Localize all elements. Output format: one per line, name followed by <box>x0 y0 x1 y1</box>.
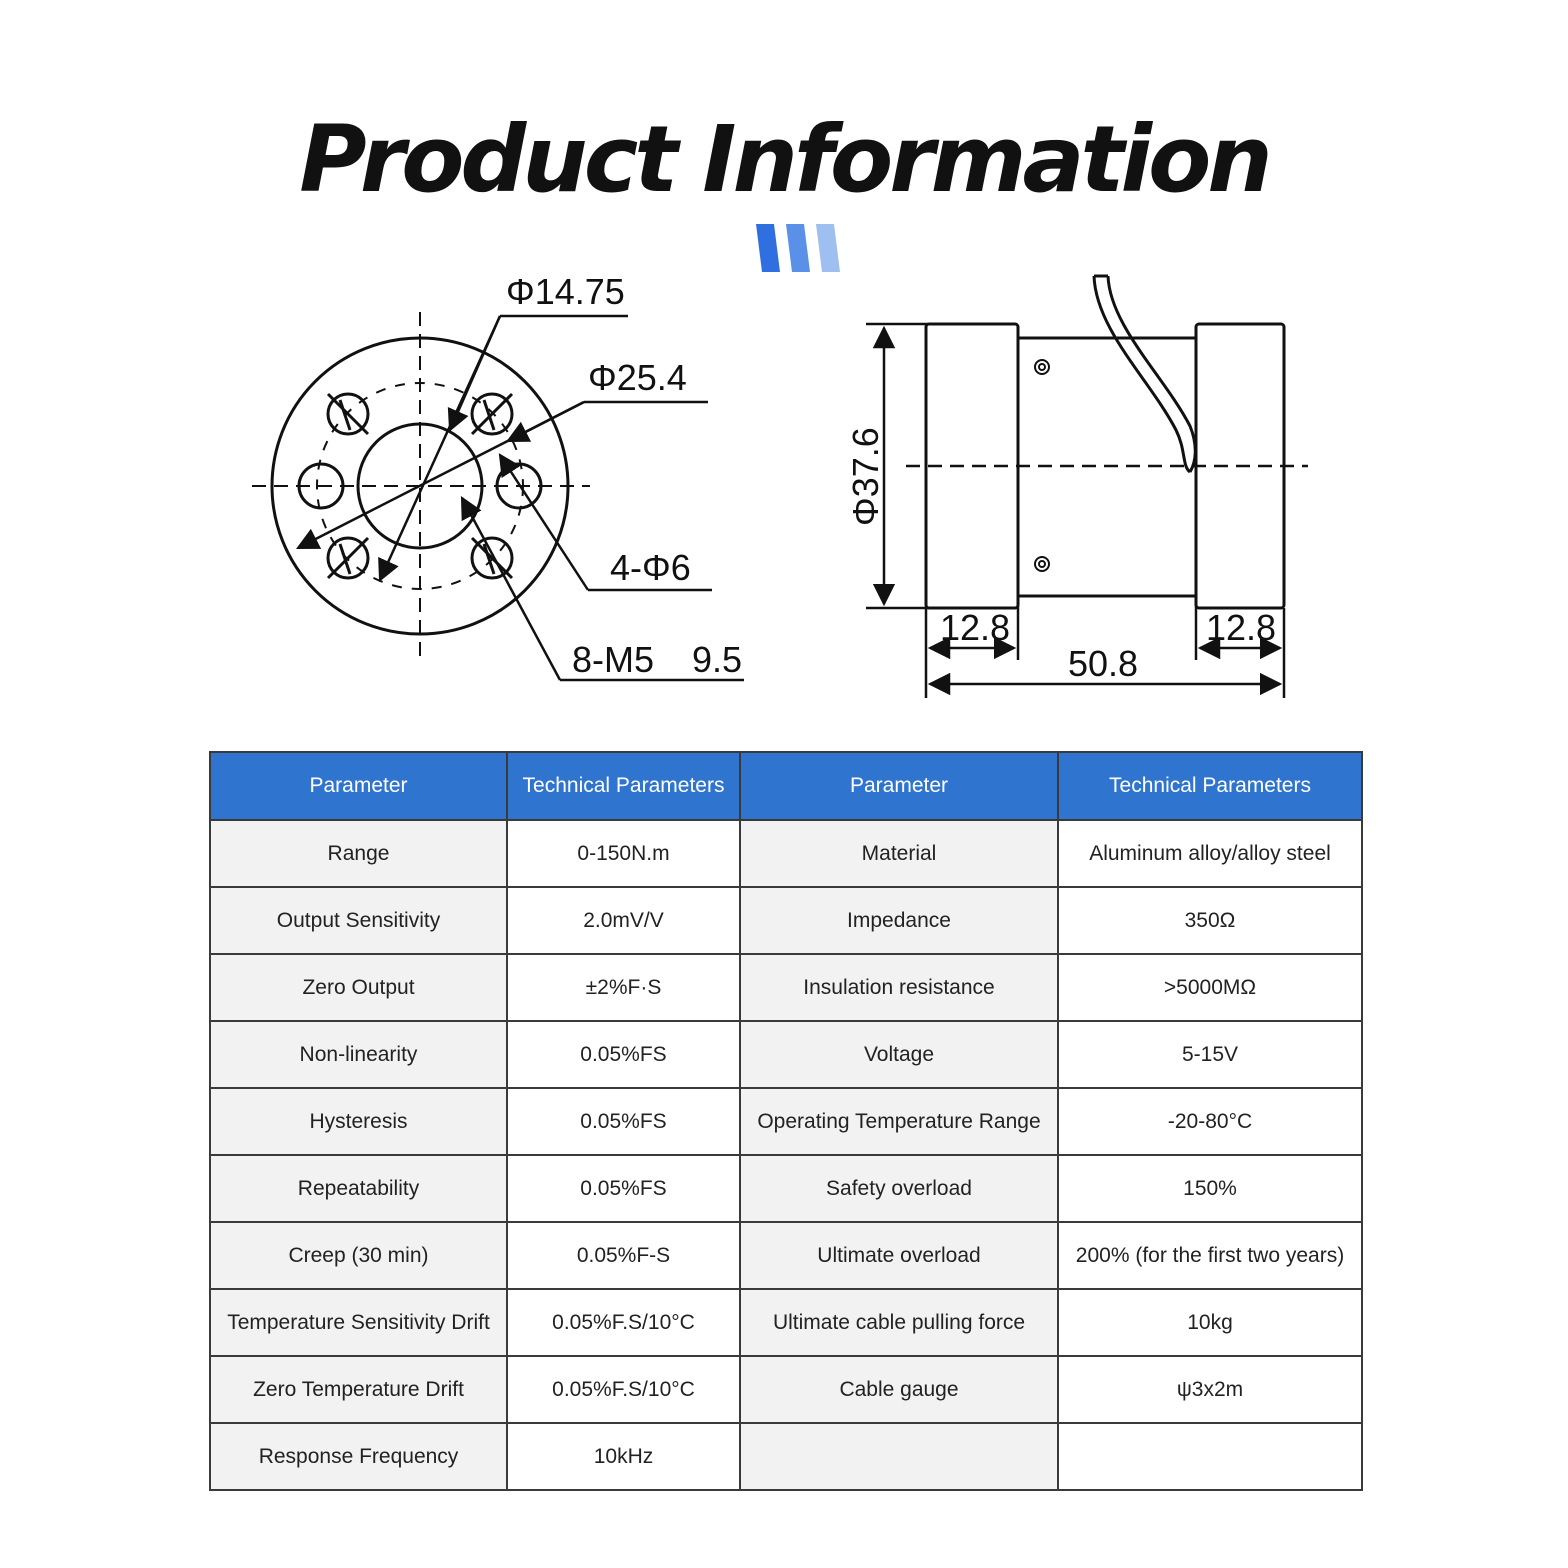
param-name: Material <box>740 820 1058 887</box>
label-outer-diameter: Φ25.4 <box>588 357 687 398</box>
front-view-labels <box>506 271 742 680</box>
param-value: 10kg <box>1058 1289 1362 1356</box>
header-parameter-1: Parameter <box>210 752 507 820</box>
param-value: 200% (for the first two years) <box>1058 1222 1362 1289</box>
param-name: Response Frequency <box>210 1423 507 1490</box>
param-value: 0.05%FS <box>507 1155 740 1222</box>
param-name: Safety overload <box>740 1155 1058 1222</box>
screw-bottom <box>1035 557 1049 571</box>
page-title: Product Information <box>299 106 1269 213</box>
leader-holes <box>500 455 588 590</box>
label-inner-diameter: Φ14.75 <box>506 271 625 312</box>
param-value: -20-80°C <box>1058 1088 1362 1155</box>
label-threads: 8-M5 <box>572 639 655 680</box>
param-value: 10kHz <box>507 1423 740 1490</box>
param-value <box>1058 1423 1362 1490</box>
label-left-flange: 12.8 <box>940 607 1011 648</box>
param-value: 350Ω <box>1058 887 1362 954</box>
label-right-flange: 12.8 <box>1206 607 1277 648</box>
param-value: 0.05%FS <box>507 1088 740 1155</box>
param-name: Ultimate overload <box>740 1222 1058 1289</box>
threaded-hole-bl <box>328 538 368 578</box>
param-value: ±2%F·S <box>507 954 740 1021</box>
param-name: Insulation resistance <box>740 954 1058 1021</box>
table-row <box>210 954 1362 1021</box>
param-name: Output Sensitivity <box>210 887 507 954</box>
header-parameter-2: Parameter <box>740 752 1058 820</box>
param-value: 0-150N.m <box>507 820 740 887</box>
param-value: 2.0mV/V <box>507 887 740 954</box>
table-row <box>210 1155 1362 1222</box>
param-name: Cable gauge <box>740 1356 1058 1423</box>
table-row <box>210 1423 1362 1490</box>
param-value: 150% <box>1058 1155 1362 1222</box>
param-name: Zero Temperature Drift <box>210 1356 507 1423</box>
spec-table <box>209 751 1363 1491</box>
param-value: 0.05%F.S/10°C <box>507 1289 740 1356</box>
param-name: Temperature Sensitivity Drift <box>210 1289 507 1356</box>
label-holes: 4-Φ6 <box>610 547 691 588</box>
param-value: 0.05%F.S/10°C <box>507 1356 740 1423</box>
threaded-hole-tl <box>328 394 368 434</box>
label-total-length: 50.8 <box>1068 643 1139 684</box>
param-value: ψ3x2m <box>1058 1356 1362 1423</box>
threaded-hole-br <box>472 538 512 578</box>
param-name: Repeatability <box>210 1155 507 1222</box>
label-thread-depth: 9.5 <box>692 639 743 680</box>
param-name: Creep (30 min) <box>210 1222 507 1289</box>
threaded-hole-tr <box>472 394 512 434</box>
param-value: 0.05%FS <box>507 1021 740 1088</box>
param-value: 0.05%F-S <box>507 1222 740 1289</box>
label-side-diameter: Φ37.6 <box>845 427 886 526</box>
param-name: Voltage <box>740 1021 1058 1088</box>
header-technical-1: Technical Parameters <box>507 752 740 820</box>
table-row <box>210 1289 1362 1356</box>
param-name: Zero Output <box>210 954 507 1021</box>
param-value: Aluminum alloy/alloy steel <box>1058 820 1362 887</box>
screw-top <box>1035 360 1049 374</box>
table-row <box>210 1356 1362 1423</box>
param-value: >5000MΩ <box>1058 954 1362 1021</box>
param-name: Ultimate cable pulling force <box>740 1289 1058 1356</box>
param-name: Non-linearity <box>210 1021 507 1088</box>
cable <box>1094 276 1190 472</box>
param-value: 5-15V <box>1058 1021 1362 1088</box>
param-name: Operating Temperature Range <box>740 1088 1058 1155</box>
param-name: Impedance <box>740 887 1058 954</box>
param-name: Hysteresis <box>210 1088 507 1155</box>
param-name: Range <box>210 820 507 887</box>
table-row <box>210 887 1362 954</box>
table-row <box>210 1222 1362 1289</box>
table-row <box>210 1088 1362 1155</box>
table-row <box>210 1021 1362 1088</box>
table-row <box>210 820 1362 887</box>
param-name <box>740 1423 1058 1490</box>
technical-drawing <box>0 260 1568 720</box>
table-header-row <box>210 752 1362 820</box>
header-technical-2: Technical Parameters <box>1058 752 1362 820</box>
